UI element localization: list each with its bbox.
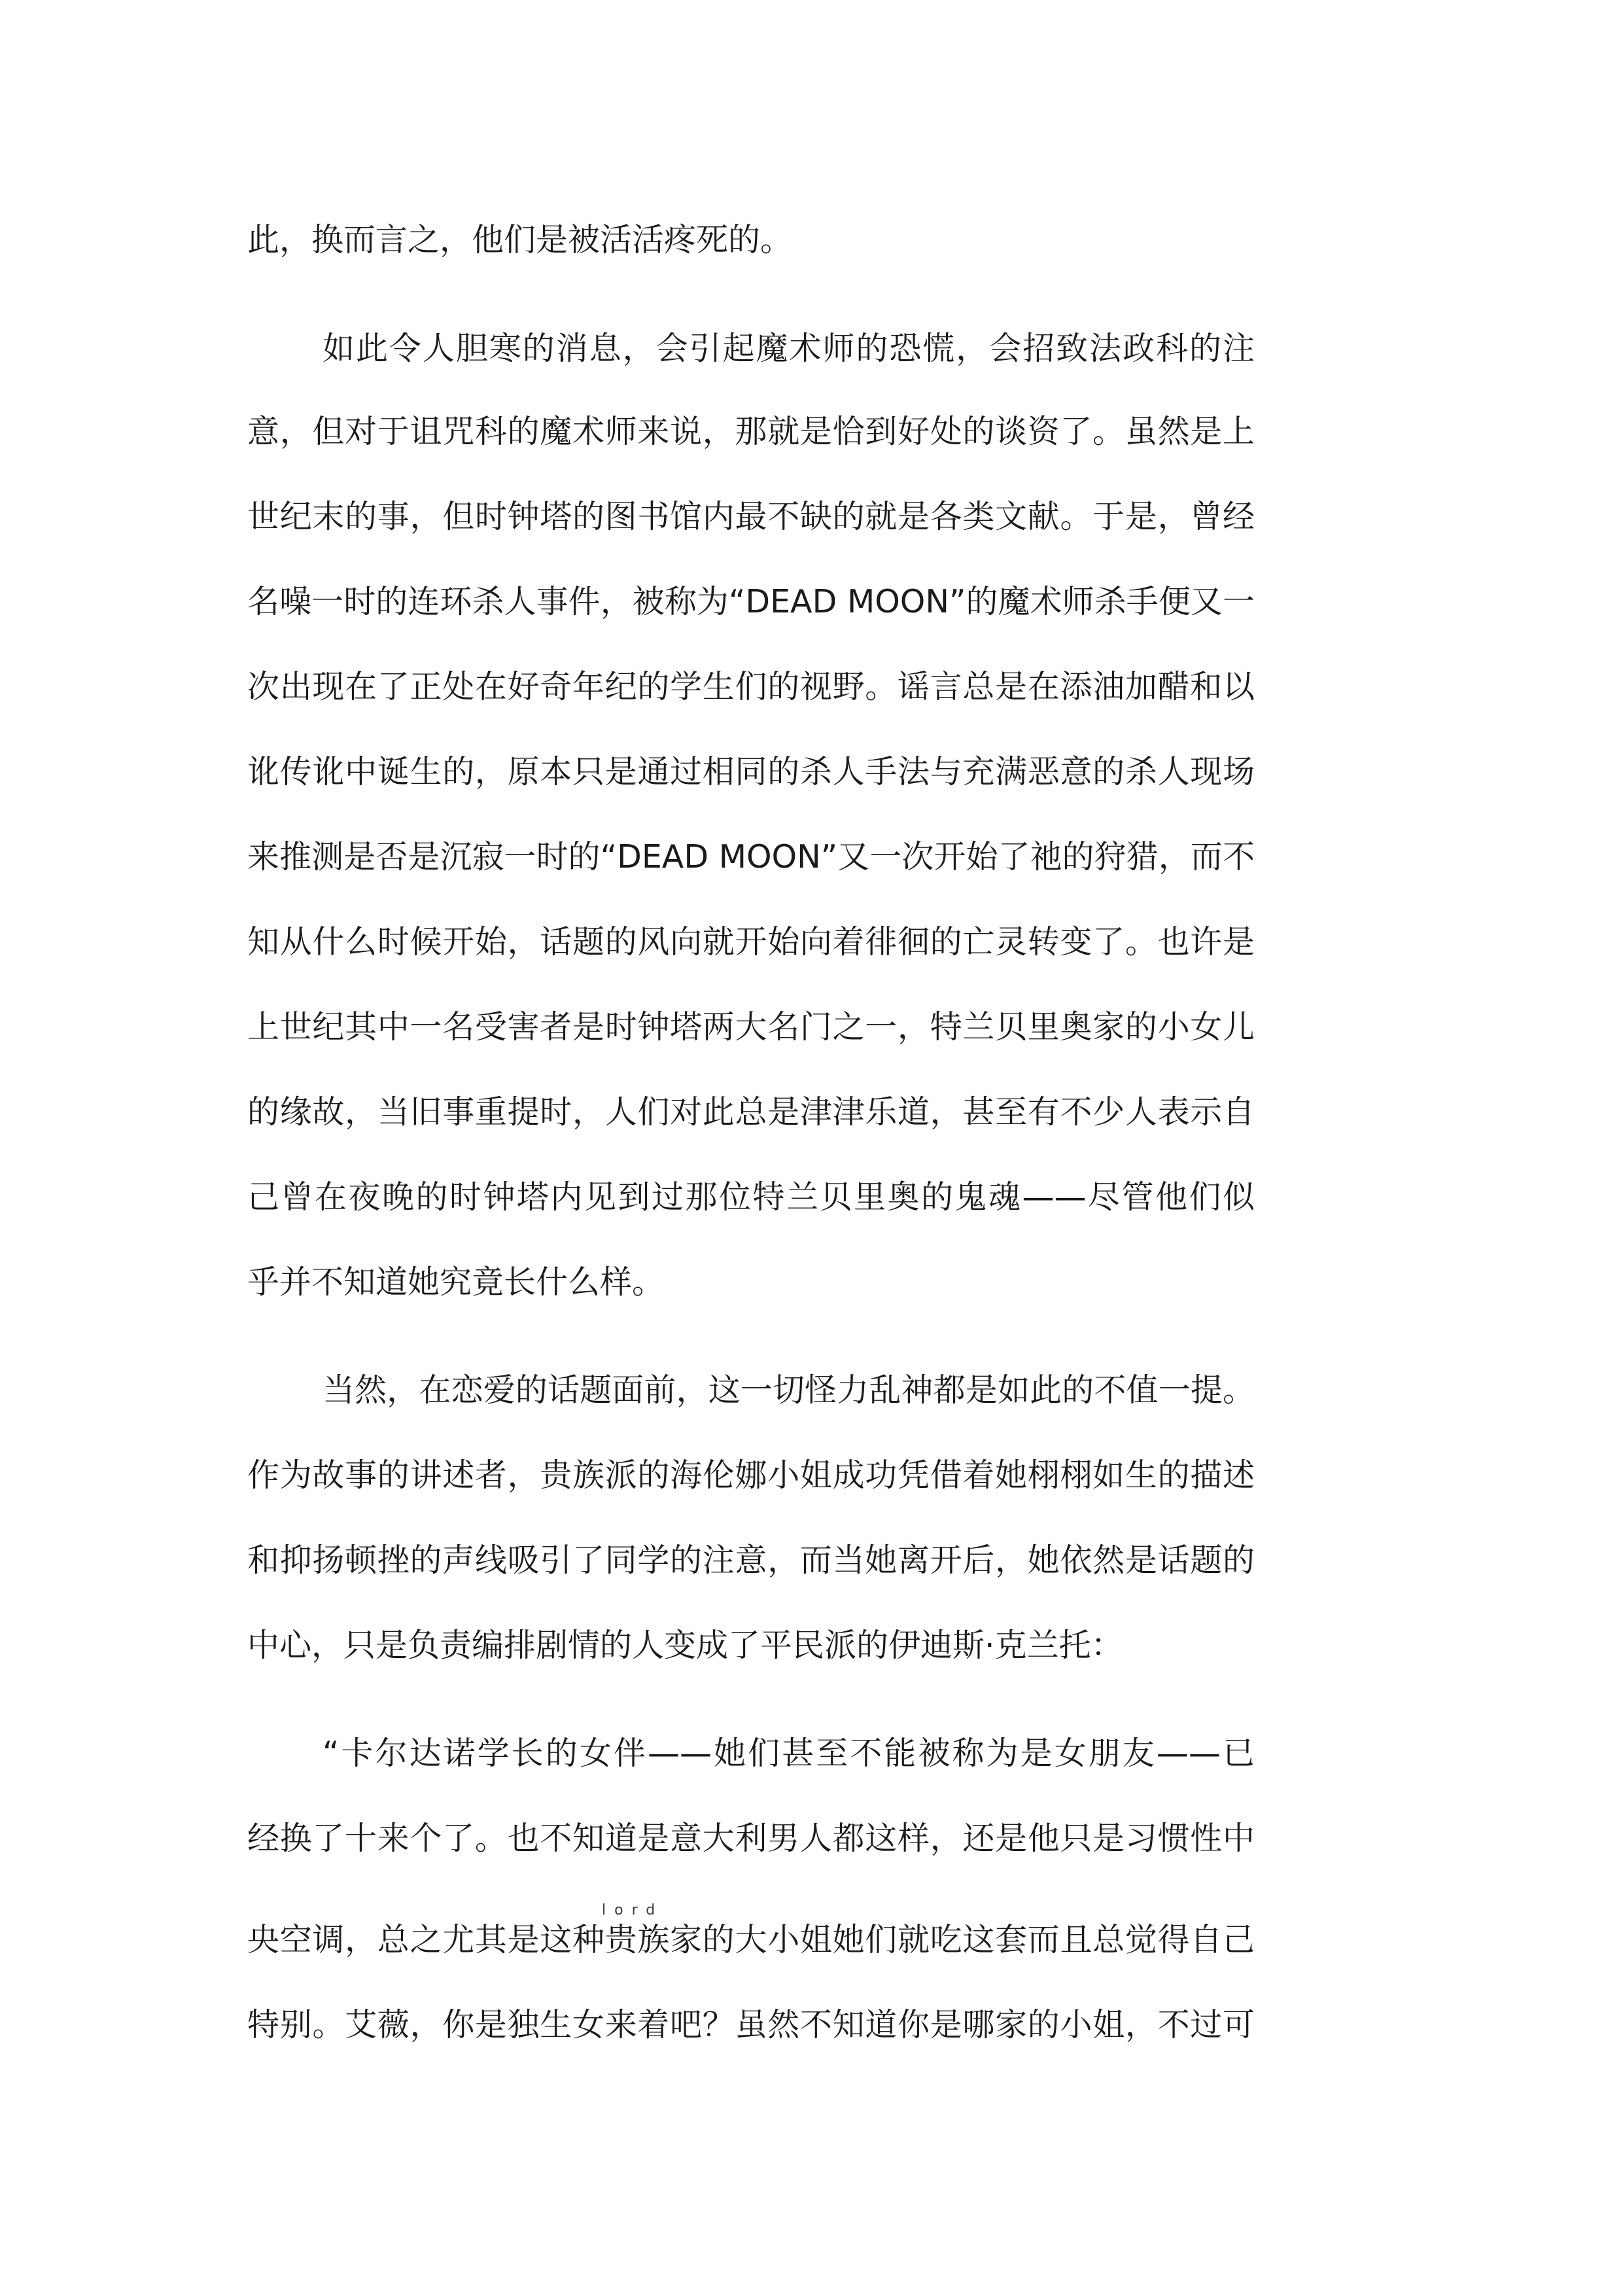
text-line: 经换了十来个了。也不知道是意大利男人都这样，还是他只是习惯性中	[247, 1820, 1255, 1857]
text-line: “卡尔达诺学长的女伴——她们甚至不能被称为是女朋友——已	[323, 1735, 1255, 1772]
text-line: 知从什么时候开始，话题的风向就开始向着徘徊的亡灵转变了。也许是	[247, 923, 1255, 961]
text-line: 世纪末的事，但时钟塔的图书馆内最不缺的就是各类文献。于是，曾经	[247, 498, 1255, 535]
text-line: 的缘故，当旧事重提时，人们对此总是津津乐道，甚至有不少人表示自	[247, 1093, 1255, 1131]
text-line: 如此令人胆寒的消息，会引起魔术师的恐慌，会招致法政科的注	[323, 330, 1255, 367]
text-line: 中心，只是负责编排剧情的人变成了平民派的伊迪斯·克兰托：	[247, 1627, 1123, 1664]
text-line: 当然，在恋爱的话题面前，这一切怪力乱神都是如此的不值一提。	[323, 1371, 1255, 1409]
text-line: 己曾在夜晚的时钟塔内见到过那位特兰贝里奥的鬼魂——尽管他们似	[247, 1178, 1255, 1216]
text-line: 乎并不知道她究竟长什么样。	[247, 1263, 665, 1301]
text-line: 作为故事的讲述者，贵族派的海伦娜小姐成功凭借着她栩栩如生的描述	[247, 1457, 1255, 1494]
ruby-annotation: lord	[602, 1902, 664, 1918]
text-line: 名噪一时的连环杀人事件，被称为“DEAD MOON”的魔术师杀手便又一	[247, 583, 1255, 620]
text-line: 上世纪其中一名受害者是时钟塔两大名门之一，特兰贝里奥家的小女儿	[247, 1008, 1255, 1046]
text-line: 此，换而言之，他们是被活活疼死的。	[247, 221, 793, 258]
text-line: 央空调，总之尤其是这种贵族家的大小姐她们就吃这套而且总觉得自己	[247, 1921, 1255, 1958]
text-line: 来推测是否是沉寂一时的“DEAD MOON”又一次开始了祂的狩猎，而不	[247, 838, 1255, 875]
text-line: 次出现在了正处在好奇年纪的学生们的视野。谣言总是在添油加醋和以	[247, 668, 1255, 705]
text-line: 特别。艾薇，你是独生女来着吧？虽然不知道你是哪家的小姐，不过可	[247, 2006, 1255, 2043]
text-line: 和抑扬顿挫的声线吸引了同学的注意，而当她离开后，她依然是话题的	[247, 1542, 1255, 1579]
text-line: 意，但对于诅咒科的魔术师来说，那就是恰到好处的谈资了。虽然是上	[247, 413, 1255, 450]
text-line: 讹传讹中诞生的，原本只是通过相同的杀人手法与充满恶意的杀人现场	[247, 753, 1255, 790]
